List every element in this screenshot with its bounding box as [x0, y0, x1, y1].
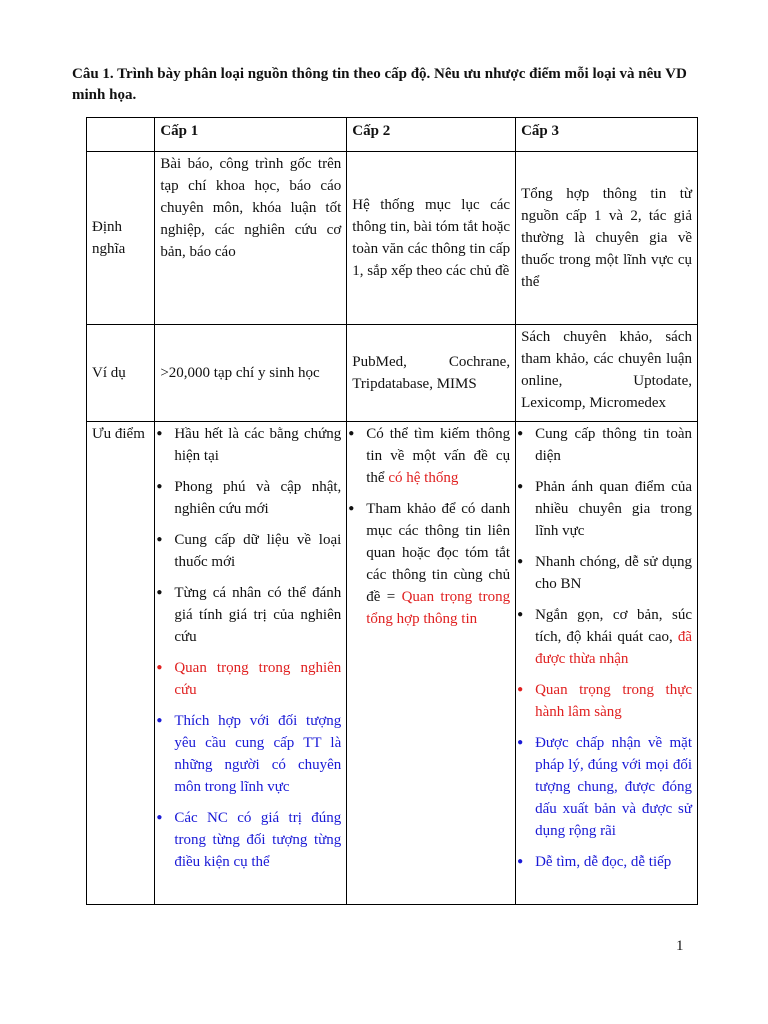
- definition-level-2: Hệ thống mục lục các thông tin, bài tóm tắt hoặc toàn văn các thông tin cấp 1, sắp xếp theo các chủ đề: [347, 152, 516, 325]
- list-item-text: Ngắn gọn, cơ bản, súc tích, độ khái quát cao,: [535, 607, 692, 645]
- list-item: [352, 423, 510, 489]
- list-item: ● Phản ánh quan điểm của nhiều chuyên gia trong lĩnh vực: [521, 476, 692, 542]
- example-level-1: >20,000 tạp chí y sinh học: [155, 325, 347, 422]
- table-header-row: [87, 118, 698, 152]
- info-source-table: [86, 117, 698, 905]
- definition-label: Định nghĩa: [87, 152, 155, 325]
- header-level-1: Cấp 1: [155, 118, 347, 152]
- list-item: ● Hầu hết là các bằng chứng hiện tại: [160, 423, 341, 467]
- header-level-2: Cấp 2: [347, 118, 516, 152]
- definition-row: [87, 152, 698, 325]
- example-level-3: Sách chuyên khảo, sách tham khảo, các chuyên luận online, Uptodate, Lexicomp, Micromedex: [516, 325, 698, 422]
- list-item: ● Từng cá nhân có thể đánh giá tính giá trị của nghiên cứu: [160, 582, 341, 648]
- highlight-text: Quan trọng trong tổng hợp thông tin: [366, 589, 511, 627]
- list-item: [521, 604, 692, 670]
- list-item: ● Thích hợp với đối tượng yêu cầu cung cấp TT là những người có chuyên môn trong lĩnh vực: [160, 710, 341, 798]
- highlight-text: có hệ thống: [388, 470, 459, 486]
- highlight-text: đã được thừa nhận: [535, 629, 692, 667]
- list-item-text: Tham khảo để có danh mục các thông tin liên quan hoặc đọc tóm tắt các thông tin cùng chủ đề =: [366, 501, 511, 605]
- definition-level-3: Tổng hợp thông tin từ nguồn cấp 1 và 2, tác giả thường là chuyên gia về thuốc trong một lĩnh vực cụ thể: [516, 152, 698, 325]
- definition-level-1: Bài báo, công trình gốc trên tạp chí khoa học, báo cáo chuyên môn, khóa luận tốt nghiệp, các nghiên cứu cơ bản, báo cáo: [155, 152, 347, 325]
- header-level-3: Cấp 3: [516, 118, 698, 152]
- list-item: ● Cung cấp dữ liệu về loại thuốc mới: [160, 529, 341, 573]
- list-item: ● Cung cấp thông tin toàn diện: [521, 423, 692, 467]
- list-item: [352, 498, 510, 630]
- advantages-level-3: [516, 422, 698, 905]
- advantages-level-2: [347, 422, 516, 905]
- list-item: ● Các NC có giá trị đúng trong từng đối tượng từng điều kiện cụ thể: [160, 807, 341, 873]
- list-item: ● Quan trọng trong thực hành lâm sàng: [521, 679, 692, 723]
- list-item: ● Quan trọng trong nghiên cứu: [160, 657, 341, 701]
- advantages-row: [87, 422, 698, 905]
- example-level-2: PubMed, Cochrane, Tripdatabase, MIMS: [347, 325, 516, 422]
- list-item: ● Dễ tìm, dễ đọc, dễ tiếp: [521, 851, 692, 873]
- advantages-level-1: [155, 422, 347, 905]
- list-item: ● Phong phú và cập nhật, nghiên cứu mới: [160, 476, 341, 520]
- list-item-text: Có thể tìm kiếm thông tin về một vấn đề cụ thể: [366, 426, 511, 486]
- list-item: ● Được chấp nhận về mặt pháp lý, đúng với mọi đối tượng chung, được đóng dấu xuất bản và được sử dụng rộng rãi: [521, 732, 692, 842]
- example-label: Ví dụ: [87, 325, 155, 422]
- list-item: ● Nhanh chóng, dễ sử dụng cho BN: [521, 551, 692, 595]
- header-blank: [87, 118, 155, 152]
- page-number: 1: [676, 938, 684, 954]
- example-row: [87, 325, 698, 422]
- advantages-label: Ưu điểm: [87, 422, 155, 905]
- question-heading: Câu 1. Trình bày phân loại nguồn thông tin theo cấp độ. Nêu ưu nhược điểm mỗi loại và nêu VD minh họa.: [72, 66, 687, 103]
